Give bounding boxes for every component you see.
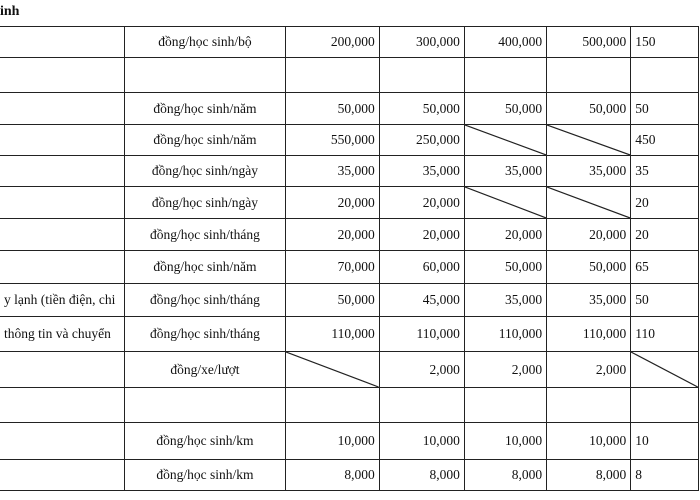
fee-value: 450 xyxy=(631,125,699,156)
row-description xyxy=(0,156,124,187)
table-row xyxy=(0,388,699,423)
fee-value: 10 xyxy=(631,423,699,460)
fee-value: 10,000 xyxy=(286,423,380,460)
diagonal-slash xyxy=(547,125,630,155)
fee-value: 150 xyxy=(631,27,699,58)
fee-value: 10,000 xyxy=(379,423,464,460)
fee-value: 8,000 xyxy=(379,460,464,491)
fee-value: 50 xyxy=(631,93,699,125)
not-applicable-cell xyxy=(547,187,631,219)
table-row xyxy=(0,125,699,156)
row-unit xyxy=(124,388,285,423)
not-applicable-cell xyxy=(631,352,699,388)
fee-value: 550,000 xyxy=(286,125,380,156)
fee-value: 65 xyxy=(631,251,699,284)
row-unit: đồng/học sinh/tháng xyxy=(124,219,285,251)
fee-value: 35,000 xyxy=(464,284,546,317)
fee-value: 20 xyxy=(631,187,699,219)
fee-value: 35,000 xyxy=(286,156,380,187)
fee-value xyxy=(631,58,699,93)
fee-value: 50,000 xyxy=(464,93,546,125)
fee-value: 70,000 xyxy=(286,251,380,284)
row-unit: đồng/học sinh/năm xyxy=(124,251,285,284)
table-row xyxy=(0,27,699,58)
fee-value: 110,000 xyxy=(286,317,380,352)
not-applicable-cell xyxy=(547,125,631,156)
table-row xyxy=(0,460,699,491)
fee-value: 20,000 xyxy=(464,219,546,251)
row-unit: đồng/học sinh/ngày xyxy=(124,156,285,187)
row-unit: đồng/học sinh/bộ xyxy=(124,27,285,58)
row-unit: đồng/học sinh/km xyxy=(124,423,285,460)
fee-value: 10,000 xyxy=(464,423,546,460)
fee-value: 200,000 xyxy=(286,27,380,58)
fee-value: 2,000 xyxy=(547,352,631,388)
row-unit: đồng/học sinh/ngày xyxy=(124,187,285,219)
fee-value: 50 xyxy=(631,284,699,317)
fee-value: 300,000 xyxy=(379,27,464,58)
fee-value: 8,000 xyxy=(464,460,546,491)
fee-value xyxy=(286,388,380,423)
fee-value: 35,000 xyxy=(547,156,631,187)
not-applicable-cell xyxy=(286,352,380,388)
fee-value: 20,000 xyxy=(547,219,631,251)
not-applicable-cell xyxy=(464,125,546,156)
diagonal-slash xyxy=(465,125,546,155)
row-unit xyxy=(124,58,285,93)
row-description xyxy=(0,187,124,219)
fee-value: 45,000 xyxy=(379,284,464,317)
fee-value xyxy=(631,388,699,423)
fee-value: 500,000 xyxy=(547,27,631,58)
fee-value: 8,000 xyxy=(286,460,380,491)
row-unit: đồng/học sinh/km xyxy=(124,460,285,491)
fee-value: 8 xyxy=(631,460,699,491)
diagonal-slash xyxy=(465,187,546,218)
table-row xyxy=(0,58,699,93)
table-row xyxy=(0,352,699,388)
row-description xyxy=(0,251,124,284)
table-row xyxy=(0,317,699,352)
row-description xyxy=(0,58,124,93)
fee-value: 8,000 xyxy=(547,460,631,491)
fee-value: 20,000 xyxy=(379,219,464,251)
row-description xyxy=(0,27,124,58)
table-row xyxy=(0,251,699,284)
row-description xyxy=(0,388,124,423)
fee-value: 50,000 xyxy=(547,251,631,284)
fee-value: 50,000 xyxy=(286,284,380,317)
row-description: thông tin và chuyển xyxy=(0,317,124,352)
fee-value xyxy=(464,58,546,93)
fee-value xyxy=(286,58,380,93)
row-unit: đồng/học sinh/tháng xyxy=(124,284,285,317)
fee-value: 400,000 xyxy=(464,27,546,58)
fee-value: 35,000 xyxy=(379,156,464,187)
row-unit: đồng/học sinh/năm xyxy=(124,93,285,125)
row-unit: đồng/học sinh/tháng xyxy=(124,317,285,352)
fee-value: 110,000 xyxy=(547,317,631,352)
row-description xyxy=(0,219,124,251)
table-row xyxy=(0,93,699,125)
fee-value: 60,000 xyxy=(379,251,464,284)
row-description xyxy=(0,460,124,491)
fee-value: 35,000 xyxy=(464,156,546,187)
fee-value: 50,000 xyxy=(379,93,464,125)
fee-value: 110,000 xyxy=(464,317,546,352)
fee-value: 10,000 xyxy=(547,423,631,460)
fee-value xyxy=(464,388,546,423)
row-description xyxy=(0,352,124,388)
diagonal-slash xyxy=(547,187,630,218)
fee-value xyxy=(547,388,631,423)
row-description xyxy=(0,423,124,460)
fee-value xyxy=(379,58,464,93)
row-description: y lạnh (tiền điện, chi xyxy=(0,284,124,317)
row-description xyxy=(0,125,124,156)
not-applicable-cell xyxy=(464,187,546,219)
fee-value: 50,000 xyxy=(547,93,631,125)
fee-value: 250,000 xyxy=(379,125,464,156)
table-row xyxy=(0,423,699,460)
row-description xyxy=(0,93,124,125)
fee-value xyxy=(379,388,464,423)
table-row xyxy=(0,219,699,251)
fee-value: 20,000 xyxy=(286,187,380,219)
row-unit: đồng/xe/lượt xyxy=(124,352,285,388)
fee-value: 2,000 xyxy=(464,352,546,388)
row-unit: đồng/học sinh/năm xyxy=(124,125,285,156)
diagonal-slash xyxy=(631,352,698,387)
fee-value: 20 xyxy=(631,219,699,251)
fee-value xyxy=(547,58,631,93)
table-row xyxy=(0,156,699,187)
fee-value: 35,000 xyxy=(547,284,631,317)
fee-value: 50,000 xyxy=(286,93,380,125)
fee-value: 2,000 xyxy=(379,352,464,388)
fee-value: 110 xyxy=(631,317,699,352)
section-heading: inh xyxy=(0,4,20,19)
fee-table xyxy=(0,26,699,491)
fee-value: 20,000 xyxy=(286,219,380,251)
table-row xyxy=(0,187,699,219)
fee-value: 35 xyxy=(631,156,699,187)
fee-value: 110,000 xyxy=(379,317,464,352)
fee-value: 50,000 xyxy=(464,251,546,284)
diagonal-slash xyxy=(286,352,379,387)
table-row xyxy=(0,284,699,317)
fee-value: 20,000 xyxy=(379,187,464,219)
